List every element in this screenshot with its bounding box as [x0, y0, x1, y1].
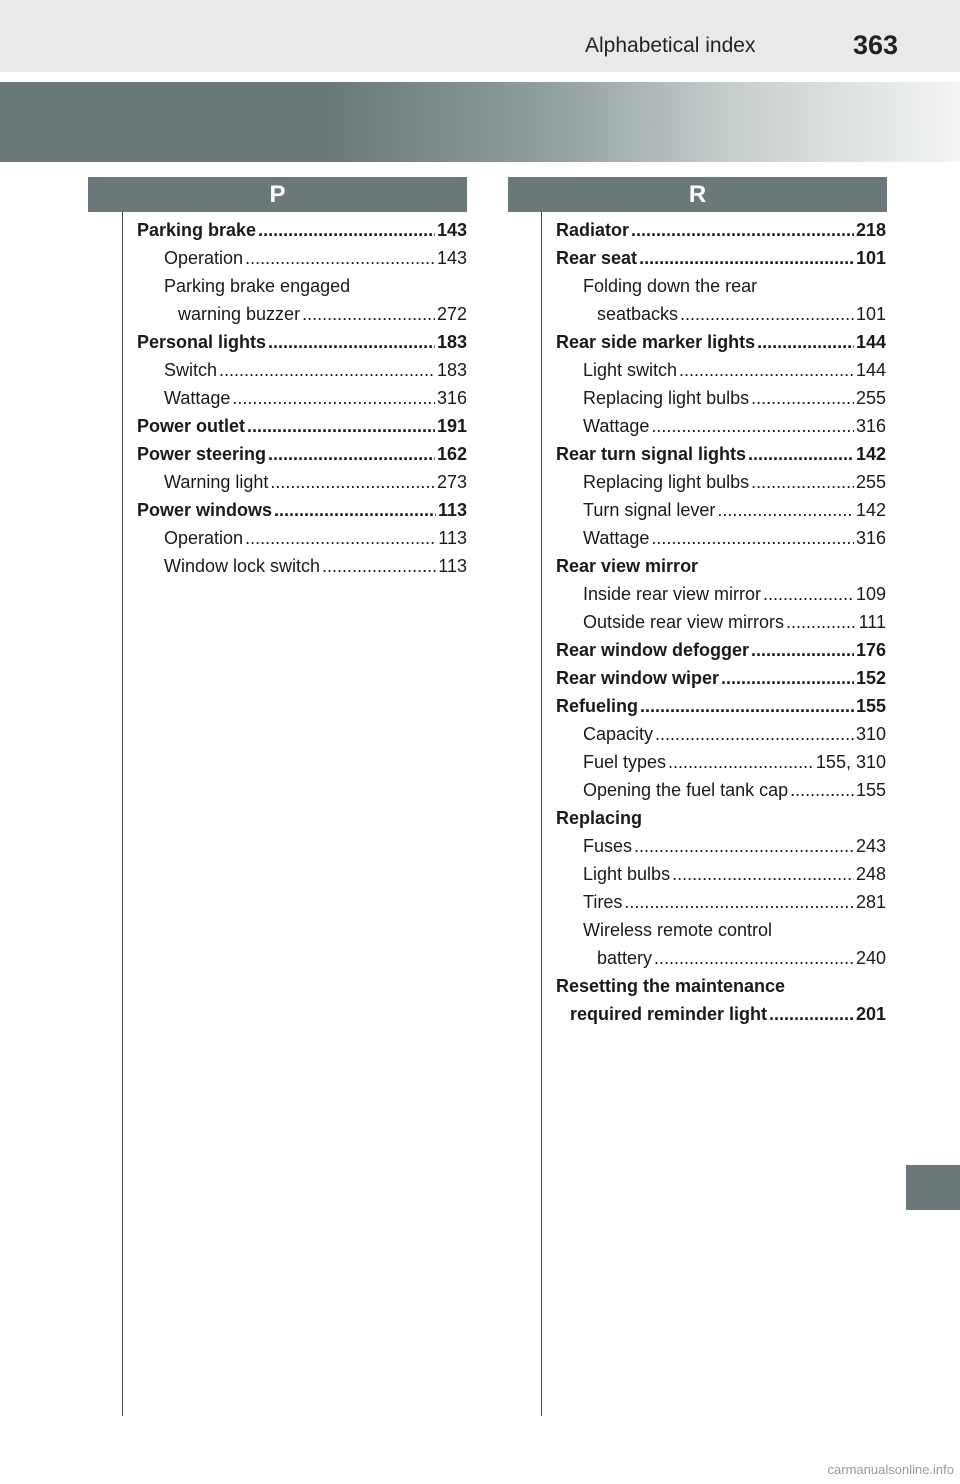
dot-leader — [651, 412, 854, 440]
index-entry — [556, 552, 886, 580]
dot-leader — [680, 300, 854, 328]
watermark: carmanualsonline.info — [827, 1462, 954, 1477]
index-term: Switch — [164, 360, 218, 380]
index-entry — [137, 216, 467, 244]
index-entry — [556, 860, 886, 888]
index-entry — [556, 496, 886, 524]
index-term: Capacity — [583, 724, 654, 744]
section-letter-p: P — [88, 177, 467, 212]
page-reference: 142 — [855, 500, 886, 520]
index-entry — [556, 720, 886, 748]
index-column-p — [137, 216, 467, 580]
page-reference: 272 — [436, 304, 467, 324]
page-reference: 155, 310 — [815, 752, 886, 772]
dot-leader — [268, 440, 435, 468]
index-term: Outside rear view mirrors — [583, 612, 785, 632]
page-reference: 273 — [436, 472, 467, 492]
index-term: Folding down the rear — [583, 276, 758, 296]
index-entry — [556, 832, 886, 860]
index-term: Operation — [164, 528, 244, 548]
page-header-title: Alphabetical index — [585, 34, 756, 57]
index-term: seatbacks — [597, 304, 679, 324]
dot-leader — [631, 216, 854, 244]
dot-leader — [790, 776, 854, 804]
page-reference: 113 — [437, 500, 467, 520]
header-bar — [0, 0, 960, 72]
page-reference: 155 — [855, 696, 886, 716]
index-term: Power windows — [137, 500, 273, 520]
dot-leader — [232, 384, 435, 412]
page-reference: 310 — [855, 724, 886, 744]
index-entry — [137, 496, 467, 524]
index-entry — [137, 524, 467, 552]
index-term: Parking brake — [137, 220, 257, 240]
dot-leader — [268, 328, 435, 356]
page-reference: 101 — [855, 304, 886, 324]
index-term: Window lock switch — [164, 556, 321, 576]
column-divider-r — [541, 212, 542, 1416]
index-term: Radiator — [556, 220, 630, 240]
index-entry — [137, 440, 467, 468]
page-reference: 144 — [855, 332, 886, 352]
index-term: Parking brake engaged — [164, 276, 351, 296]
index-entry — [556, 776, 886, 804]
index-entry — [137, 384, 467, 412]
dot-leader — [258, 216, 435, 244]
page-reference: 240 — [855, 948, 886, 968]
section-letter-r: R — [508, 177, 887, 212]
page-reference: 248 — [855, 864, 886, 884]
dot-leader — [751, 636, 854, 664]
dot-leader — [219, 356, 435, 384]
index-term: Resetting the maintenance — [556, 976, 786, 996]
page-reference: 152 — [855, 668, 886, 688]
page-reference: 162 — [436, 444, 467, 464]
index-entry — [556, 328, 886, 356]
index-entry — [556, 748, 886, 776]
index-entry — [556, 300, 886, 328]
index-entry — [137, 244, 467, 272]
index-entry — [556, 636, 886, 664]
page-reference: 143 — [436, 248, 467, 268]
index-column-r — [556, 216, 886, 1028]
page-reference: 109 — [855, 584, 886, 604]
index-entry — [556, 580, 886, 608]
dot-leader — [763, 580, 854, 608]
index-entry — [556, 692, 886, 720]
page-reference: 155 — [855, 780, 886, 800]
index-term: Tires — [583, 892, 623, 912]
index-term: Wattage — [583, 416, 650, 436]
index-term: Light bulbs — [583, 864, 671, 884]
index-term: Warning light — [164, 472, 269, 492]
page-reference: 191 — [436, 416, 467, 436]
header-banner — [0, 82, 960, 162]
index-entry — [556, 804, 886, 832]
index-entry — [137, 300, 467, 328]
page-reference: 143 — [436, 220, 467, 240]
index-term: warning buzzer — [178, 304, 301, 324]
dot-leader — [748, 440, 854, 468]
index-entry — [556, 216, 886, 244]
dot-leader — [751, 384, 854, 412]
index-entry — [556, 468, 886, 496]
index-term: Wattage — [164, 388, 231, 408]
index-entry — [137, 272, 467, 300]
page-reference: 113 — [438, 556, 467, 576]
index-entry — [556, 384, 886, 412]
page-reference: 111 — [858, 612, 886, 632]
index-term: Power outlet — [137, 416, 246, 436]
index-term: battery — [597, 948, 653, 968]
dot-leader — [757, 328, 854, 356]
page-reference: 316 — [436, 388, 467, 408]
index-entry — [137, 412, 467, 440]
dot-leader — [624, 888, 854, 916]
index-term: Personal lights — [137, 332, 267, 352]
index-term: Rear window defogger — [556, 640, 750, 660]
column-divider-p — [122, 212, 123, 1416]
chapter-side-tab — [906, 1165, 960, 1210]
index-entry — [137, 552, 467, 580]
page-reference: 176 — [855, 640, 886, 660]
dot-leader — [640, 692, 854, 720]
dot-leader — [274, 496, 436, 524]
index-term: Rear window wiper — [556, 668, 720, 688]
page-reference: 183 — [436, 360, 467, 380]
dot-leader — [654, 944, 854, 972]
dot-leader — [668, 748, 814, 776]
dot-leader — [769, 1000, 854, 1028]
dot-leader — [322, 552, 436, 580]
dot-leader — [302, 300, 435, 328]
page-reference: 255 — [855, 388, 886, 408]
index-entry — [556, 608, 886, 636]
index-term: Rear turn signal lights — [556, 444, 747, 464]
index-term: Wattage — [583, 528, 650, 548]
dot-leader — [672, 860, 854, 888]
index-entry — [556, 412, 886, 440]
index-term: Replacing — [556, 808, 643, 828]
index-term: Rear view mirror — [556, 556, 699, 576]
dot-leader — [634, 832, 854, 860]
page-reference: 255 — [855, 472, 886, 492]
index-term: Operation — [164, 248, 244, 268]
index-term: Fuses — [583, 836, 633, 856]
index-term: Rear seat — [556, 248, 638, 268]
index-entry — [556, 244, 886, 272]
page-reference: 281 — [855, 892, 886, 912]
page-reference: 316 — [855, 416, 886, 436]
index-term: required reminder light — [570, 1004, 768, 1024]
index-entry — [137, 468, 467, 496]
page-reference: 201 — [855, 1004, 886, 1024]
dot-leader — [679, 356, 854, 384]
index-term: Replacing light bulbs — [583, 388, 750, 408]
page-number: 363 — [852, 30, 898, 60]
index-entry — [556, 944, 886, 972]
index-entry — [556, 524, 886, 552]
index-entry — [137, 328, 467, 356]
index-term: Fuel types — [583, 752, 667, 772]
page-reference: 316 — [855, 528, 886, 548]
index-term: Rear side marker lights — [556, 332, 756, 352]
page-reference: 144 — [855, 360, 886, 380]
dot-leader — [639, 244, 854, 272]
page-reference: 218 — [855, 220, 886, 240]
page-reference: 101 — [855, 248, 886, 268]
dot-leader — [247, 412, 435, 440]
index-entry — [137, 356, 467, 384]
index-term: Turn signal lever — [583, 500, 716, 520]
dot-leader — [751, 468, 854, 496]
page-reference: 183 — [436, 332, 467, 352]
index-entry — [556, 664, 886, 692]
dot-leader — [651, 524, 854, 552]
index-entry — [556, 440, 886, 468]
index-entry — [556, 1000, 886, 1028]
index-term: Wireless remote control — [583, 920, 773, 940]
index-entry — [556, 356, 886, 384]
dot-leader — [717, 496, 854, 524]
index-term: Refueling — [556, 696, 639, 716]
index-entry — [556, 888, 886, 916]
index-entry — [556, 272, 886, 300]
index-term: Power steering — [137, 444, 267, 464]
index-term: Opening the fuel tank cap — [583, 780, 789, 800]
dot-leader — [786, 608, 857, 636]
page-reference: 142 — [855, 444, 886, 464]
dot-leader — [721, 664, 854, 692]
dot-leader — [655, 720, 854, 748]
page-reference: 243 — [855, 836, 886, 856]
index-term: Light switch — [583, 360, 678, 380]
index-term: Inside rear view mirror — [583, 584, 762, 604]
index-entry — [556, 916, 886, 944]
index-term: Replacing light bulbs — [583, 472, 750, 492]
page-reference: 113 — [438, 528, 467, 548]
index-entry — [556, 972, 886, 1000]
dot-leader — [245, 244, 435, 272]
dot-leader — [270, 468, 435, 496]
dot-leader — [245, 524, 436, 552]
